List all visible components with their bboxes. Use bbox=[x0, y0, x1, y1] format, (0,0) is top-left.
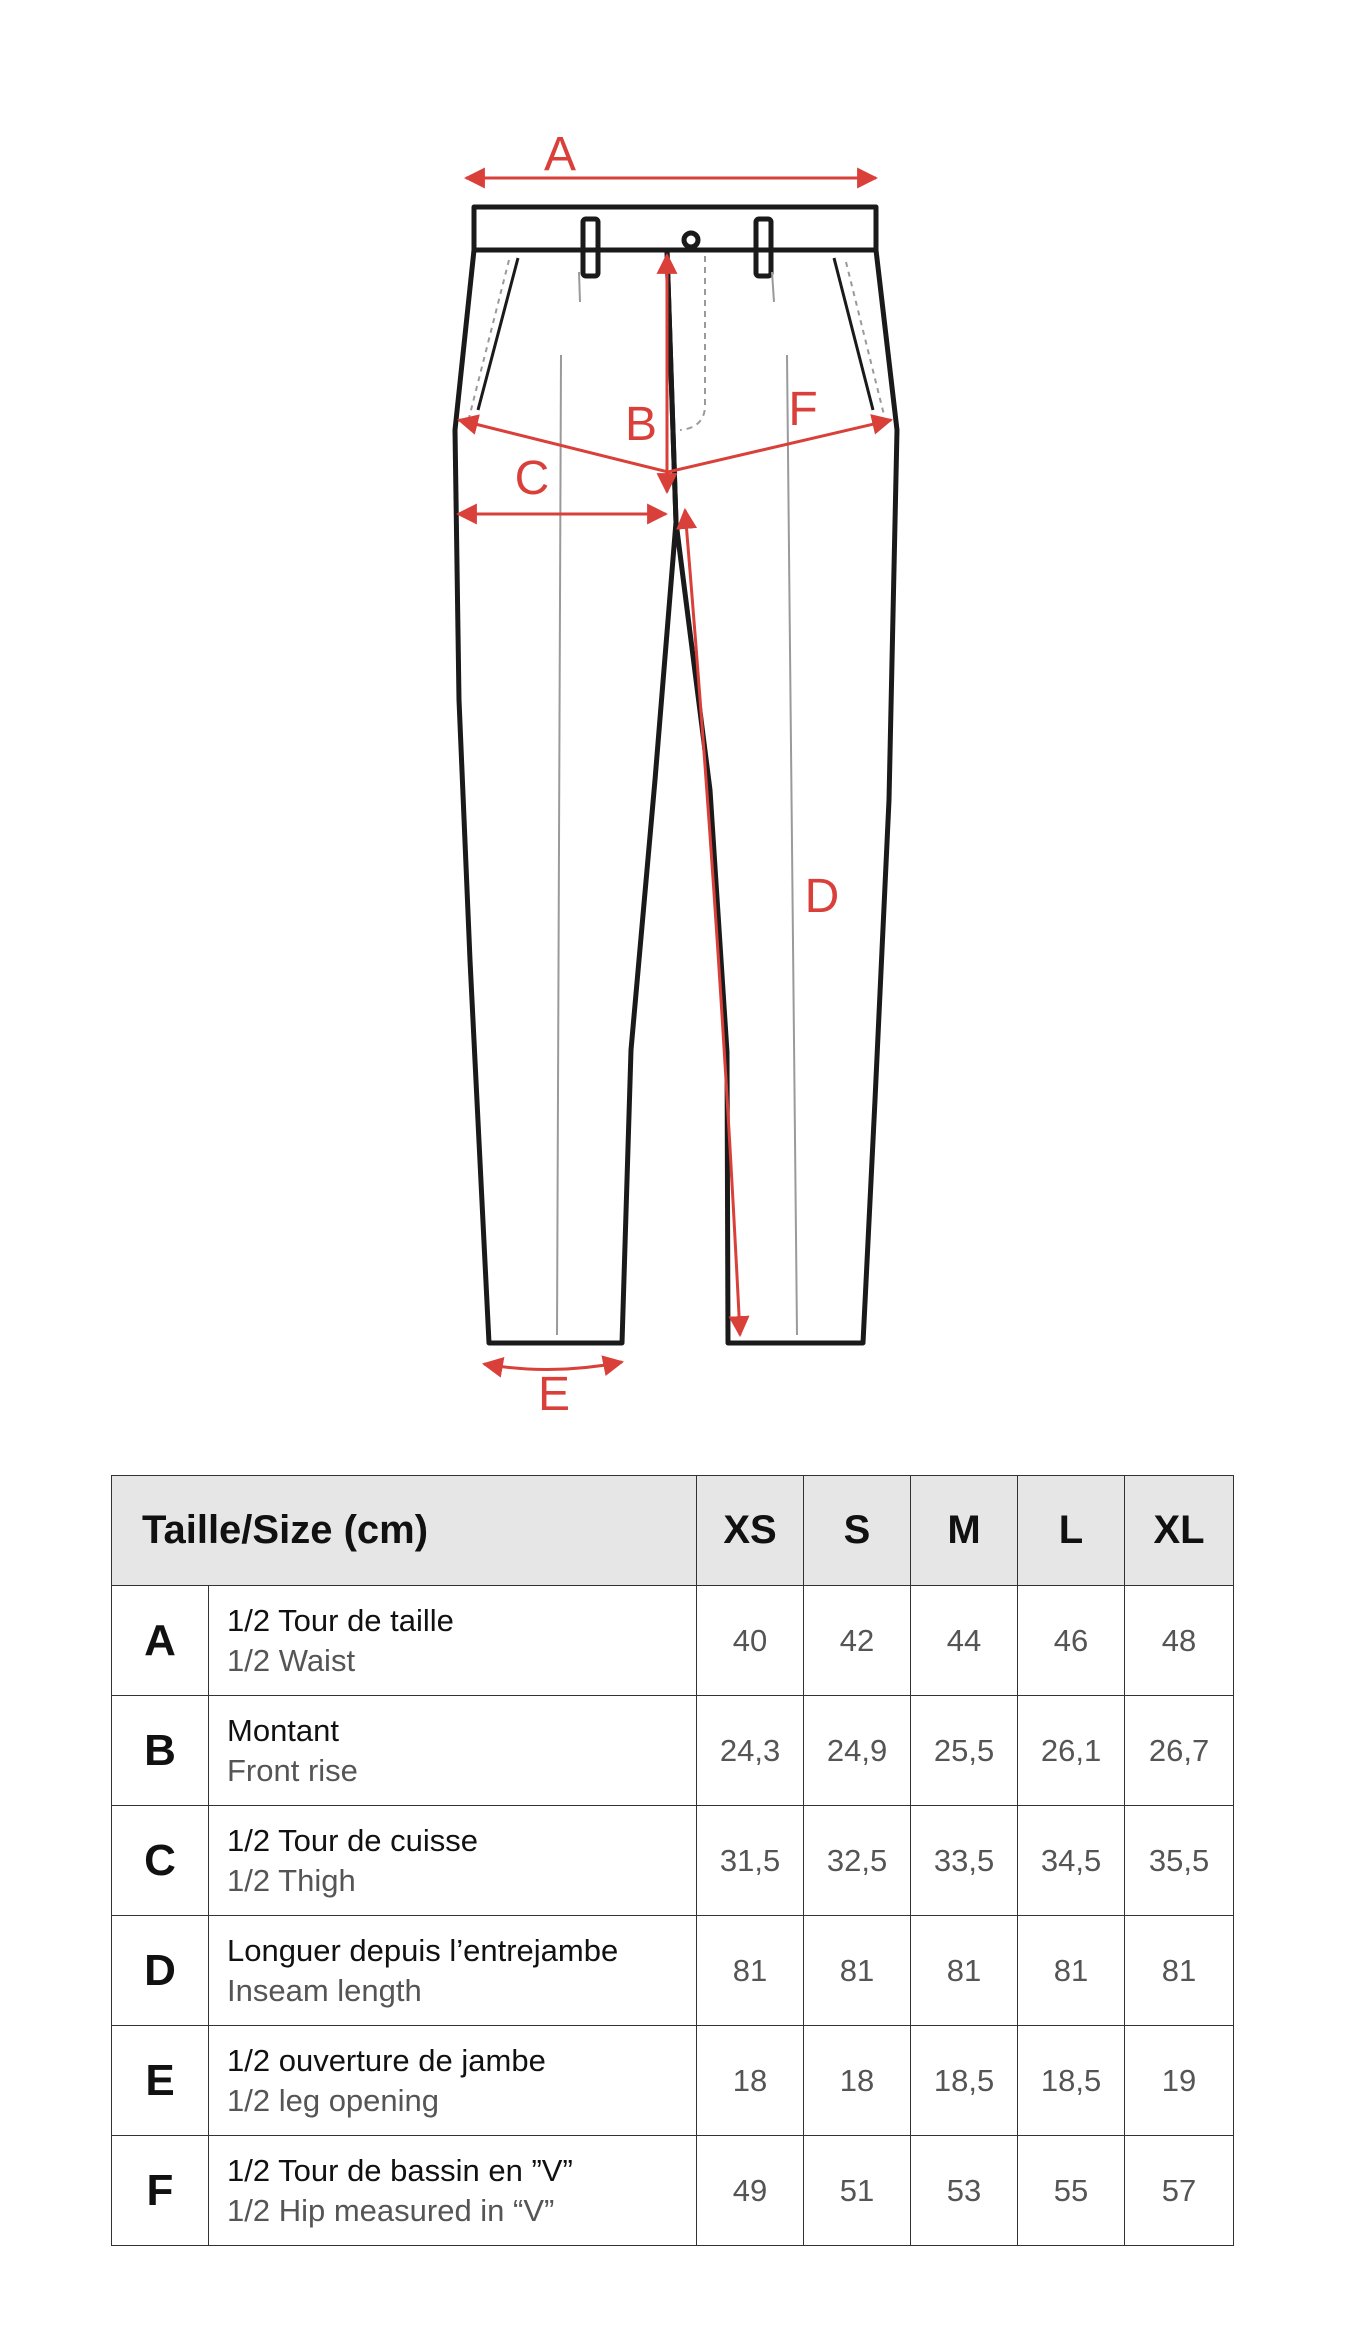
size-value-cell: 51 bbox=[804, 2136, 911, 2246]
table-row bbox=[112, 1916, 1234, 2026]
description-french: Montant bbox=[227, 1712, 340, 1748]
row-letter: C bbox=[112, 1806, 209, 1916]
description-french: Longuer depuis l’entrejambe bbox=[227, 1932, 619, 1968]
row-description bbox=[209, 1806, 697, 1916]
size-value-cell: 18 bbox=[804, 2026, 911, 2136]
table-row bbox=[112, 1806, 1234, 1916]
row-description bbox=[209, 2136, 697, 2246]
table-row bbox=[112, 2136, 1234, 2246]
label-a: A bbox=[543, 128, 577, 181]
size-value-cell: 55 bbox=[1018, 2136, 1125, 2246]
description-english: Front rise bbox=[227, 1752, 358, 1788]
description-english: 1/2 Thigh bbox=[227, 1862, 356, 1898]
size-value-cell: 18 bbox=[697, 2026, 804, 2136]
description-english: Inseam length bbox=[227, 1972, 422, 2008]
row-letter: B bbox=[112, 1696, 209, 1806]
size-value-cell: 19 bbox=[1125, 2026, 1234, 2136]
description-english: 1/2 Hip measured in “V” bbox=[227, 2192, 555, 2228]
table-header-row bbox=[112, 1476, 1234, 1586]
size-header: XL bbox=[1125, 1476, 1234, 1586]
size-value-cell: 57 bbox=[1125, 2136, 1234, 2246]
table-title: Taille/Size (cm) bbox=[112, 1476, 697, 1586]
description-french: 1/2 Tour de bassin en ”V” bbox=[227, 2152, 573, 2188]
size-value-cell: 18,5 bbox=[1018, 2026, 1125, 2136]
size-value-cell: 49 bbox=[697, 2136, 804, 2246]
size-header: M bbox=[911, 1476, 1018, 1586]
size-value-cell: 44 bbox=[911, 1586, 1018, 1696]
size-value-cell: 32,5 bbox=[804, 1806, 911, 1916]
size-value-cell: 81 bbox=[1018, 1916, 1125, 2026]
right-leg bbox=[667, 250, 897, 1343]
label-d: D bbox=[804, 870, 840, 923]
row-description bbox=[209, 1916, 697, 2026]
size-value-cell: 25,5 bbox=[911, 1696, 1018, 1806]
size-value-cell: 26,1 bbox=[1018, 1696, 1125, 1806]
label-b: B bbox=[624, 398, 658, 451]
size-header: S bbox=[804, 1476, 911, 1586]
table-row bbox=[112, 2026, 1234, 2136]
row-letter: A bbox=[112, 1586, 209, 1696]
size-value-cell: 42 bbox=[804, 1586, 911, 1696]
size-value-cell: 31,5 bbox=[697, 1806, 804, 1916]
row-letter: E bbox=[112, 2026, 209, 2136]
size-value-cell: 46 bbox=[1018, 1586, 1125, 1696]
description-french: 1/2 Tour de cuisse bbox=[227, 1822, 479, 1858]
row-description bbox=[209, 1696, 697, 1806]
size-value-cell: 33,5 bbox=[911, 1806, 1018, 1916]
row-description bbox=[209, 2026, 697, 2136]
size-value-cell: 40 bbox=[697, 1586, 804, 1696]
size-value-cell: 24,3 bbox=[697, 1696, 804, 1806]
table-row bbox=[112, 1586, 1234, 1696]
pants-outline bbox=[455, 207, 897, 1343]
size-value-cell: 53 bbox=[911, 2136, 1018, 2246]
pants-seams bbox=[469, 256, 884, 1335]
description-french: 1/2 ouverture de jambe bbox=[227, 2042, 546, 2078]
label-c: C bbox=[514, 452, 550, 505]
size-value-cell: 81 bbox=[697, 1916, 804, 2026]
size-value-cell: 18,5 bbox=[911, 2026, 1018, 2136]
size-value-cell: 48 bbox=[1125, 1586, 1234, 1696]
size-value-cell: 35,5 bbox=[1125, 1806, 1234, 1916]
row-description bbox=[209, 1586, 697, 1696]
size-value-cell: 26,7 bbox=[1125, 1696, 1234, 1806]
description-english: 1/2 Waist bbox=[227, 1642, 356, 1678]
size-chart-table bbox=[111, 1475, 1234, 2246]
size-value-cell: 81 bbox=[1125, 1916, 1234, 2026]
size-header: XS bbox=[697, 1476, 804, 1586]
waistband bbox=[474, 207, 876, 250]
description-french: 1/2 Tour de taille bbox=[227, 1602, 454, 1638]
size-value-cell: 81 bbox=[804, 1916, 911, 2026]
label-f: F bbox=[788, 383, 818, 436]
measure-d-line bbox=[685, 510, 740, 1335]
row-letter: D bbox=[112, 1916, 209, 2026]
table-row bbox=[112, 1696, 1234, 1806]
description-english: 1/2 leg opening bbox=[227, 2082, 440, 2118]
measurement-lines bbox=[458, 178, 891, 1370]
size-header: L bbox=[1018, 1476, 1125, 1586]
size-value-cell: 34,5 bbox=[1018, 1806, 1125, 1916]
label-e: E bbox=[537, 1368, 571, 1421]
size-value-cell: 24,9 bbox=[804, 1696, 911, 1806]
size-value-cell: 81 bbox=[911, 1916, 1018, 2026]
row-letter: F bbox=[112, 2136, 209, 2246]
